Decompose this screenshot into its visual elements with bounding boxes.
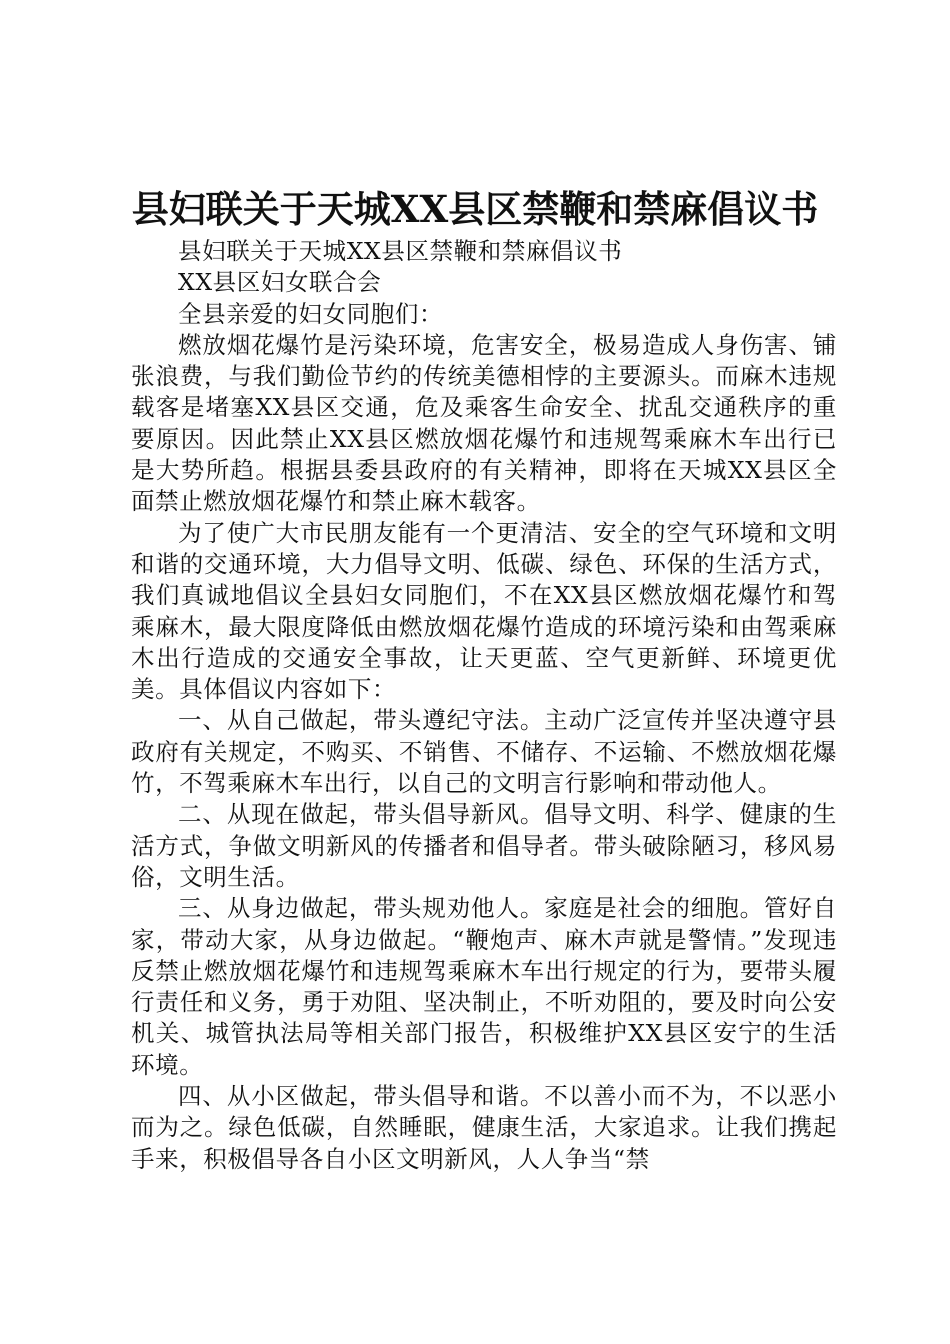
body-paragraph: 四、从小区做起，带头倡导和谐。不以善小而不为，不以恶小而为之。绿色低碳，自然睡眠，健康生活，大家追求。让我们携起手来，积极倡导各自小区文明新风，人人争当“禁 (131, 1082, 837, 1173)
body-paragraph: 三、从身边做起，带头规劝他人。家庭是社会的细胞。管好自家，带动大家，从身边做起。“鞭炮声、麻木声就是警情。”发现违反禁止燃放烟花爆竹和违规驾乘麻木车出行规定的行为，要带头履行责任和义务，勇于劝阻、坚决制止，不听劝阻的，要及时向公安机关、城管执法局等相关部门报告，积极维护XX县区安宁的生活环境。 (131, 894, 837, 1079)
body-paragraph: 一、从自己做起，带头遵纪守法。主动广泛宣传并坚决遵守县政府有关规定，不购买、不销售、不储存、不运输、不燃放烟花爆竹，不驾乘麻木车出行，以自己的文明言行影响和带动他人。 (131, 706, 837, 798)
body-paragraph: 二、从现在做起，带头倡导新风。倡导文明、科学、健康的生活方式，争做文明新风的传播者和倡导者。带头破除陋习，移风易俗，文明生活。 (131, 800, 837, 891)
body-paragraph: 为了使广大市民朋友能有一个更清洁、安全的空气环境和文明和谐的交通环境，大力倡导文明、低碳、绿色、环保的生活方式，我们真诚地倡议全县妇女同胞们，不在XX县区燃放烟花爆竹和驾乘麻木，最大限度降低由燃放烟花爆竹造成的环境污染和由驾乘麻木出行造成的交通安全事故，让天更蓝、空气更新鲜、环境更优美。具体倡议内容如下： (131, 518, 837, 704)
body-paragraph: XX县区妇女联合会 (178, 268, 382, 297)
document-body (131, 236, 837, 1175)
body-paragraph: 县妇联关于天城XX县区禁鞭和禁麻倡议书 (178, 237, 623, 265)
document-title: 县妇联关于天城XX县区禁鞭和禁麻倡议书 (131, 187, 819, 231)
body-paragraph: 全县亲爱的妇女同胞们： (178, 299, 444, 328)
body-paragraph: 燃放烟花爆竹是污染环境，危害安全，极易造成人身伤害、铺张浪费，与我们勤俭节约的传统美德相悖的主要源头。而麻木违规载客是堵塞XX县区交通，危及乘客生命安全、扰乱交通秩序的重要原因。因此禁止XX县区燃放烟花爆竹和违规驾乘麻木车出行已是大势所趋。根据县委县政府的有关精神，即将在天城XX县区全面禁止燃放烟花爆竹和禁止麻木载客。 (131, 330, 837, 516)
